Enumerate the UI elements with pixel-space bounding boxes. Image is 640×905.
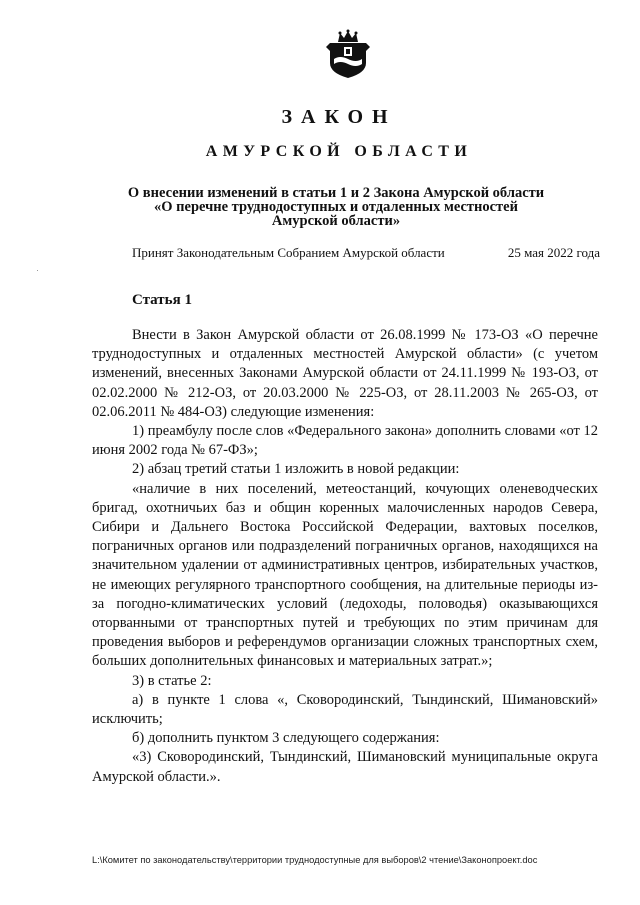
article-paragraph: «наличие в них поселений, метеостанций, кочующих оленеводческих бригад, охотничьих баз и общин коренных малочисленных народов Севера, Сибири и Дальнего Востока Российской Федерации, вахтовых поселков, пограничных органов или подразделений пограничных органов, находящихся на значительном удалении от административных центров, избирательных участков, не имеющих регулярного транспортного сообщения, на длительные периоды из-за погодно-климатических условий (ледоходы, половодья) оказывающихся оторванными от транспортных путей и требующих по этим причинам для проведения выборов и референдумов организации сложных транспортных схем, больших дополнительных финансовых и материальных затрат.»; [92, 480, 598, 670]
file-path-footer: L:\Комитет по законодательству\территории труднодоступные для выборов\2 чтение\Законопроект.doc [92, 855, 538, 865]
scan-artifact-dot [37, 270, 38, 271]
subtitle-line: О внесении изменений в статьи 1 и 2 Закона Амурской области [127, 185, 545, 201]
article-paragraph: «3) Сковородинский, Тындинский, Шимановский муниципальные округа Амурской области.». [92, 749, 598, 785]
article-paragraph: 3) в статье 2: [132, 672, 212, 689]
article-paragraph: Внести в Закон Амурской области от 26.08.1999 № 173-ОЗ «О перечне труднодоступных и отдаленных местностей Амурской области» (с учетом изменений, внесенных Законами Амурской области от 24.11.1999 № 193-ОЗ, от 02.02.2000 № 212-ОЗ, от 20.03.2000 № 225-ОЗ, от 28.11.2003 № 265-ОЗ, от 02.06.2011 № 484-ОЗ) следующие изменения: [92, 327, 598, 420]
article-paragraph: 2) абзац третий статьи 1 изложить в новой редакции: [132, 461, 460, 478]
article-paragraph: а) в пункте 1 слова «, Сковородинский, Тындинский, Шимановский» исключить; [92, 691, 598, 728]
document-type-title: ЗАКОН [281, 106, 397, 128]
subtitle-line: Амурской области» [271, 213, 401, 229]
article-body [92, 326, 598, 787]
region-title: АМУРСКОЙ ОБЛАСТИ [205, 143, 473, 160]
article-heading: Статья 1 [132, 292, 192, 308]
adopted-date: 25 мая 2022 года [507, 245, 600, 260]
law-subtitle [96, 186, 576, 228]
coat-of-arms-icon [326, 29, 370, 79]
article-paragraph: б) дополнить пунктом 3 следующего содержания: [132, 730, 440, 747]
adopted-by-text: Принят Законодательным Собранием Амурской области [132, 245, 445, 260]
article-paragraph: 1) преамбулу после слов «Федерального закона» дополнить словами «от 12 июня 2002 года № 67-ФЗ»; [92, 423, 598, 459]
subtitle-line: «О перечне труднодоступных и отдаленных местностей [154, 199, 518, 215]
